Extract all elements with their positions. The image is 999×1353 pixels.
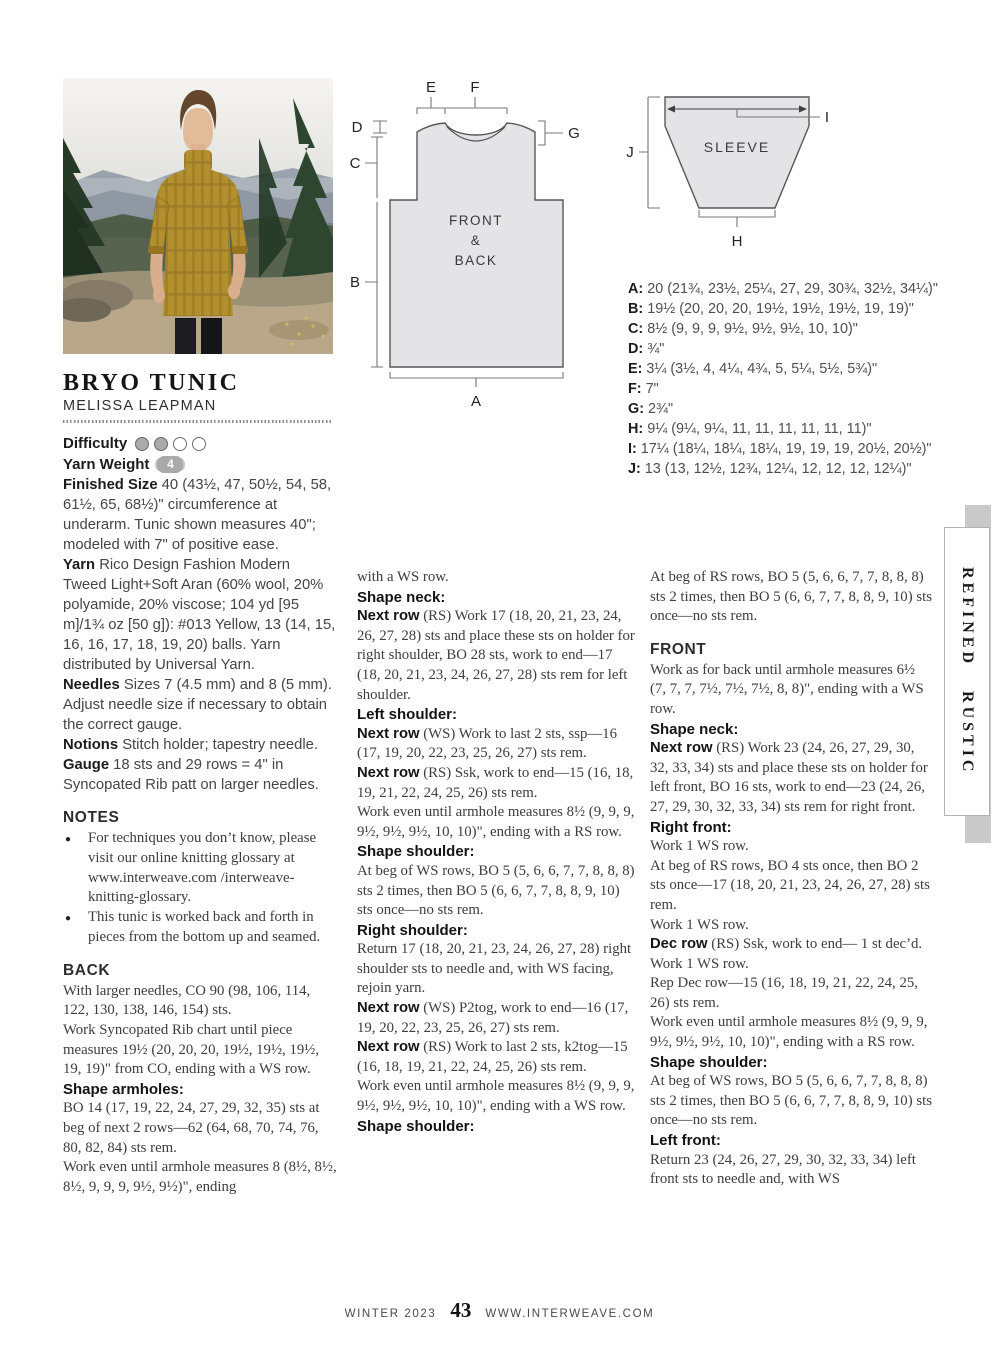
schematic-body-text-3: BACK: [454, 253, 498, 268]
measurement-line: [628, 339, 938, 359]
instruction-paragraph: Return 23 (24, 26, 27, 29, 30, 32, 33, 34) left front sts to needle and, with WS: [650, 1151, 916, 1188]
spec-label: Notions: [63, 737, 119, 753]
measurement-line: [628, 459, 938, 479]
measurement-line: [628, 379, 938, 399]
measurement-values: 9¼ (9¼, 9¼, 11, 11, 11, 11, 11, 11)": [647, 421, 872, 437]
measurements-list: [628, 279, 938, 479]
difficulty-dot: [154, 437, 168, 451]
instruction-subhead: Shape shoulder:: [650, 1053, 768, 1071]
column-2: [357, 568, 637, 1136]
measurement-letter: C:: [628, 321, 648, 337]
front-back-schematic: [335, 75, 615, 425]
difficulty-dots: [135, 437, 206, 451]
instruction-paragraph: Work even until armhole measures 8 (8½, 8½, 8½, 9, 9, 9, 9½, 9½)", ending: [63, 1159, 337, 1195]
schematic-label-f: F: [470, 79, 480, 96]
measurement-values: ¾": [647, 341, 665, 357]
spec-label: Finished Size: [63, 477, 158, 493]
instruction-paragraph: Next row (WS) P2tog, work to end—16 (17, 19, 20, 22, 23, 25, 26, 27) sts rem.: [357, 1000, 629, 1036]
schematic-label-i: I: [824, 109, 830, 126]
footer-page-number: 43: [450, 1298, 472, 1322]
section-tab-label: REFINED RUSTIC: [959, 567, 976, 776]
measurement-values: 20 (21¾, 23½, 25¼, 27, 29, 30¾, 32½, 34¼)": [647, 281, 938, 297]
measurement-values: 19½ (20, 20, 20, 19½, 19½, 19½, 19, 19)": [647, 301, 914, 317]
measurement-letter: F:: [628, 381, 646, 397]
instruction-paragraph: Work even until armhole measures 8½ (9, 9, 9, 9½, 9½, 9½, 10, 10)", ending with a WS row.: [357, 1078, 635, 1115]
instruction-paragraph: Rep Dec row—15 (16, 18, 19, 21, 22, 24, 25, 26) sts rem.: [650, 975, 918, 1011]
page-footer: [0, 1298, 999, 1323]
section-header: FRONT: [650, 640, 707, 658]
instruction-paragraph: Return 17 (18, 20, 21, 23, 24, 26, 27, 28) right shoulder sts to needle and, with WS facing, rejoin yarn.: [357, 941, 632, 997]
measurement-values: 3¼ (3½, 4, 4¼, 4¾, 5, 5¼, 5½, 5¾)": [646, 361, 878, 377]
instruction-paragraph: At beg of RS rows, BO 5 (5, 6, 6, 7, 7, 8, 8, 8) sts 2 times, then BO 5 (6, 6, 7, 7, 8, 8, 9, 10) sts once—no sts rem.: [650, 569, 932, 625]
instruction-lead: Next row: [357, 725, 420, 742]
note-item: ● This tunic is worked back and forth in pieces from the bottom up and seamed.: [63, 908, 337, 948]
spec-label: Gauge: [63, 757, 110, 773]
notes-header: NOTES: [63, 809, 120, 826]
difficulty-dot: [192, 437, 206, 451]
instruction-subhead: Shape shoulder:: [357, 1117, 475, 1135]
instruction-lead: Next row: [357, 1039, 420, 1056]
instruction-paragraph: Work Syncopated Rib chart until piece measures 19½ (20, 20, 20, 19½, 19½, 19½, 19, 19)" from CO, ending with a WS row.: [63, 1021, 320, 1078]
instruction-subhead: Left front:: [650, 1132, 721, 1150]
measurement-letter: I:: [628, 441, 641, 457]
measurement-values: 2¾": [647, 401, 674, 417]
measurement-letter: J:: [628, 461, 645, 477]
instruction-paragraph: Next row (RS) Work 23 (24, 26, 27, 29, 30, 32, 33, 34) sts and place these sts on holder for left front, BO 16 sts, work to end—23 (24, 26, 27, 29, 30, 32, 33, 34) sts rem for right front.: [650, 740, 928, 815]
spec-paragraph: Gauge 18 sts and 29 rows = 4" in Syncopated Rib patt on larger needles.: [63, 757, 319, 793]
model-photo: [63, 78, 333, 354]
schematic-label-e: E: [425, 79, 437, 96]
measurement-line: [628, 299, 938, 319]
instruction-paragraph: Next row (RS) Ssk, work to end—15 (16, 18, 19, 21, 22, 24, 25, 26) sts rem.: [357, 764, 634, 801]
measurement-values: 13 (13, 12½, 12¾, 12¼, 12, 12, 12, 12¼)": [644, 461, 912, 477]
yarn-weight-label: Yarn Weight: [63, 456, 150, 473]
spec-label: Needles: [63, 677, 120, 693]
instruction-paragraph: At beg of RS rows, BO 4 sts once, then BO 2 sts once—17 (18, 20, 21, 23, 24, 26, 27, 28) sts rem.: [650, 857, 930, 913]
schematic-body-text-2: &: [470, 233, 482, 248]
instruction-paragraph: Work as for back until armhole measures 6½ (7, 7, 7, 7½, 7½, 7½, 8, 8)", ending with a WS row.: [650, 661, 924, 717]
measurement-values: 8½ (9, 9, 9, 9½, 9½, 9½, 10, 10)": [647, 321, 858, 337]
back-header: BACK: [63, 961, 111, 979]
schematic-label-h: H: [731, 233, 743, 250]
yarn-weight-row: [63, 454, 337, 475]
spec-paragraph: Notions Stitch holder; tapestry needle.: [63, 737, 318, 753]
instruction-lead: Next row: [357, 1000, 420, 1017]
measurement-letter: G:: [628, 401, 648, 417]
instruction-subhead: Right front:: [650, 818, 732, 836]
yarn-weight-icon: 4: [157, 456, 183, 473]
measurement-letter: D:: [628, 341, 648, 357]
instruction-subhead: Shape neck:: [650, 720, 739, 738]
dotted-divider: [63, 420, 333, 423]
sleeve-schematic: [615, 80, 945, 265]
instruction-subhead: Left shoulder:: [357, 706, 457, 724]
sleeve-label: SLEEVE: [703, 139, 771, 155]
spec-paragraph: Needles Sizes 7 (4.5 mm) and 8 (5 mm). Adjust needle size if necessary to obtain the correct gauge.: [63, 677, 332, 733]
instruction-paragraph: Next row (RS) Work 17 (18, 20, 21, 23, 24, 26, 27, 28) sts and place these sts on holder for right shoulder, BO 28 sts, work to end—17 (18, 20, 21, 23, 24, 26, 27, 28) sts rem for left shoulder.: [357, 608, 635, 703]
measurement-line: [628, 319, 938, 339]
back-instructions: [63, 982, 337, 1198]
instruction-paragraph: At beg of WS rows, BO 5 (5, 6, 6, 7, 7, 8, 8, 8) sts 2 times, then BO 5 (6, 6, 7, 7, 8, 8, 9, 10) sts once—no sts rem.: [650, 1073, 932, 1129]
measurement-line: [628, 359, 938, 379]
spec-paragraph: Finished Size 40 (43½, 47, 50½, 54, 58, 61½, 65, 68½)" circumference at underarm. Tunic shown measures 40"; modeled with 7" of positive ease.: [63, 477, 332, 553]
instruction-subhead: Right shoulder:: [357, 921, 468, 939]
schematic-label-a: A: [470, 393, 482, 410]
schematic-label-b: B: [349, 274, 361, 291]
instruction-lead: Next row: [357, 764, 420, 781]
instruction-paragraph: Work 1 WS row.: [650, 838, 749, 855]
model-photo-illustration: [63, 78, 333, 354]
measurement-letter: E:: [628, 361, 647, 377]
note-item: ● For techniques you don’t know, please visit our online knitting glossary at www.interweave.com /interweave-knitting-glossary.: [63, 829, 337, 908]
instruction-paragraph: Work even until armhole measures 8½ (9, 9, 9, 9½, 9½, 9½, 10, 10)", ending with a RS row.: [357, 804, 635, 840]
schematic-body-text-1: FRONT: [449, 213, 503, 228]
spec-paragraphs: [63, 475, 337, 795]
column-1: [63, 433, 337, 1197]
schematic-label-c: C: [349, 155, 361, 172]
notes-list: [63, 829, 337, 948]
measurement-values: 7": [645, 381, 659, 397]
instruction-lead: Dec row: [650, 936, 708, 953]
footer-issue: WINTER 2023: [344, 1308, 437, 1320]
spec-label: Yarn: [63, 557, 96, 573]
instruction-paragraph: With larger needles, CO 90 (98, 106, 114, 122, 130, 138, 146, 154) sts.: [63, 982, 311, 1019]
instruction-paragraph: Next row (WS) Work to last 2 sts, ssp—16 (17, 19, 20, 22, 23, 25, 26, 27) sts rem.: [357, 725, 617, 762]
measurement-values: 17¼ (18¼, 18¼, 18¼, 19, 19, 19, 20½, 20½)": [640, 441, 932, 457]
instruction-paragraph: Next row (RS) Work to last 2 sts, k2tog—15 (16, 18, 19, 21, 22, 24, 25, 26) sts rem.: [357, 1039, 628, 1075]
difficulty-dot: [173, 437, 187, 451]
measurement-line: [628, 419, 938, 439]
difficulty-row: [63, 433, 337, 454]
schematic-label-g: G: [568, 125, 580, 142]
instruction-paragraph: Work 1 WS row.: [650, 955, 749, 972]
instruction-paragraph: Work even until armhole measures 8½ (9, 9, 9, 9½, 9½, 9½, 10, 10)", ending with a RS row.: [650, 1014, 928, 1051]
instruction-lead: Next row: [357, 608, 420, 625]
measurement-letter: B:: [628, 301, 648, 317]
instruction-paragraph: with a WS row.: [357, 569, 449, 585]
measurement-line: [628, 399, 938, 419]
instruction-paragraph: Work 1 WS row.: [650, 916, 749, 933]
instruction-paragraph: BO 14 (17, 19, 22, 24, 27, 29, 32, 35) sts at beg of next 2 rows—62 (64, 68, 70, 74, 76, 80, 82, 84) sts rem.: [63, 1100, 320, 1156]
instruction-paragraph: Dec row (RS) Ssk, work to end— 1 st dec’d.: [650, 936, 923, 953]
difficulty-label: Difficulty: [63, 435, 128, 452]
measurement-line: [628, 439, 938, 459]
instruction-subhead: Shape neck:: [357, 588, 446, 606]
column-3: [650, 568, 933, 1190]
page-title: BRYO TUNIC: [63, 370, 240, 396]
difficulty-dot: [135, 437, 149, 451]
schematic-label-j: J: [626, 144, 634, 161]
section-tab: [944, 527, 990, 816]
instruction-subhead: Shape armholes:: [63, 1080, 184, 1098]
instruction-paragraph: At beg of WS rows, BO 5 (5, 6, 6, 7, 7, 8, 8, 8) sts 2 times, then BO 5 (6, 6, 7, 7, 8, 8, 9, 10) sts once—no sts rem.: [357, 862, 635, 919]
measurement-line: [628, 279, 938, 299]
measurement-letter: H:: [628, 421, 648, 437]
instruction-subhead: Shape shoulder:: [357, 843, 475, 861]
measurement-letter: A:: [628, 281, 648, 297]
author-name: MELISSA LEAPMAN: [63, 398, 217, 414]
spec-paragraph: Yarn Rico Design Fashion Modern Tweed Light+Soft Aran (60% wool, 20% polyamide, 20% viscose; 104 yd [95 m]/1¾ oz [50 g]): #013 Yellow, 13 (14, 15, 16, 16, 17, 18, 19, 20) balls. Yarn distributed by Universal Yarn.: [63, 557, 336, 673]
instruction-lead: Next row: [650, 740, 713, 757]
schematic-label-d: D: [351, 119, 363, 136]
footer-website: WWW.INTERWEAVE.COM: [485, 1308, 655, 1320]
